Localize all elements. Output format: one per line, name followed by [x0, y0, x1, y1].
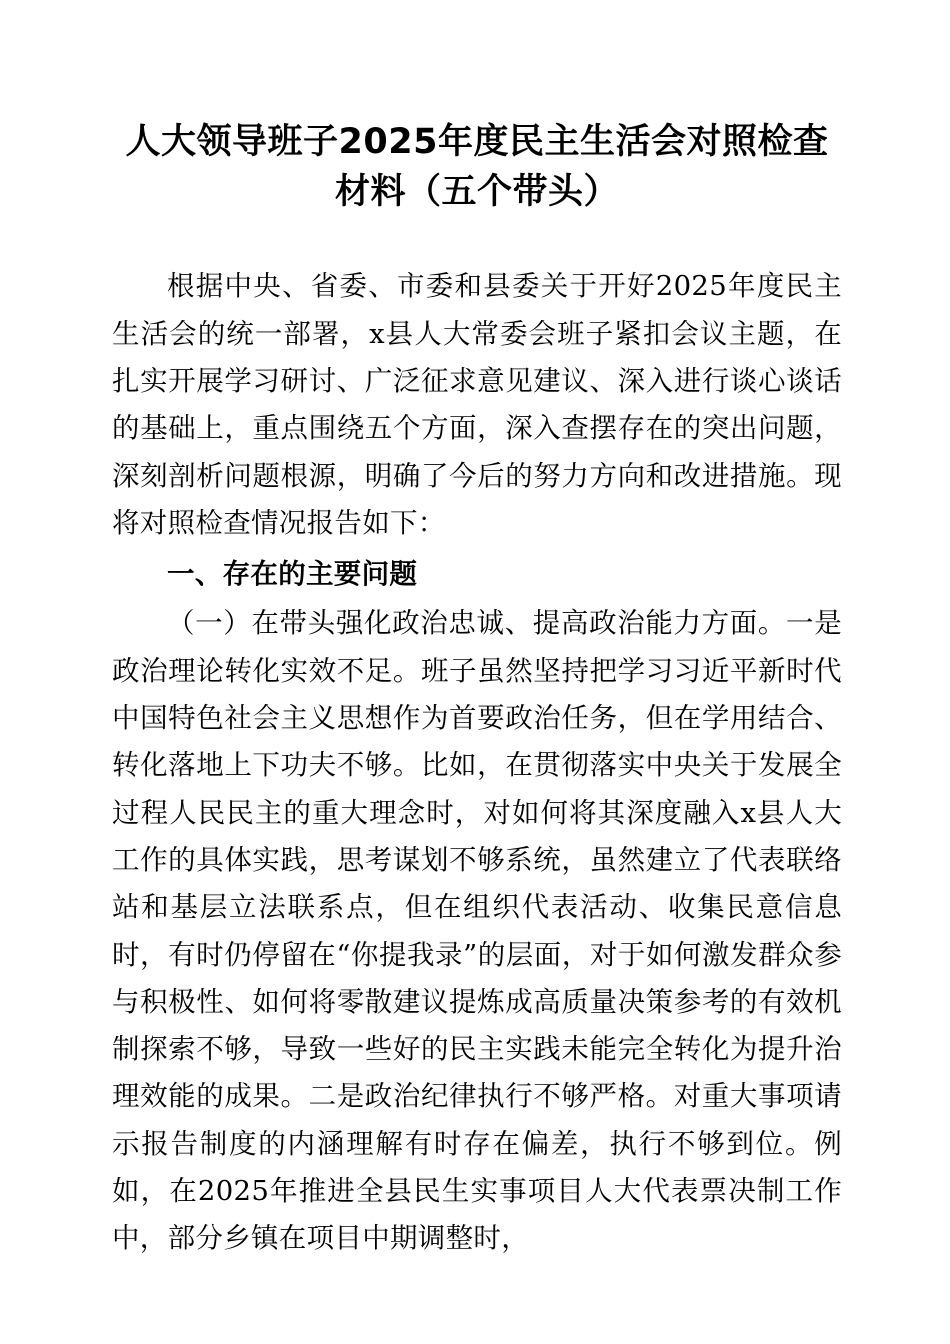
paragraph-section-one-item-one: （一）在带头强化政治忠诚、提高政治能力方面。一是政治理论转化实效不足。班子虽然坚持把学习习近平新时代中国特色社会主义思想作为首要政治任务，但在学用结合、转化落地上下功夫不够。比如，在贯彻落实中央关于发展全过程人民民主的重大理念时，对如何将其深度融入x县人大工作的具体实践，思考谋划不够系统，虽然建立了代表联络站和基层立法联系点，但在组织代表活动、收集民意信息时，有时仍停留在“你提我录”的层面，对于如何激发群众参与积极性、如何将零散建议提炼成高质量决策参考的有效机制探索不够，导致一些好的民主实践未能完全转化为提升治理效能的成果。二是政治纪律执行不够严格。对重大事项请示报告制度的内涵理解有时存在偏差，执行不够到位。例如，在2025年推进全县民生实事项目人大代表票决制工作中，部分乡镇在项目中期调整时，	[112, 607, 842, 1255]
page-title: 人大领导班子2025年度民主生活会对照检查材料（五个带头）	[125, 122, 829, 212]
paragraph-intro: 根据中央、省委、市委和县委关于开好2025年度民主生活会的统一部署，x县人大常委会班子紧扣会议主题，在扎实开展学习研讨、广泛征求意见建议、深入进行谈心谈话的基础上，重点围绕五个方面，深入查摆存在的突出问题，深刻剖析问题根源，明确了今后的努力方向和改进措施。现将对照检查情况报告如下：	[112, 270, 842, 539]
section-heading-main-problems: 一、存在的主要问题	[167, 558, 418, 591]
